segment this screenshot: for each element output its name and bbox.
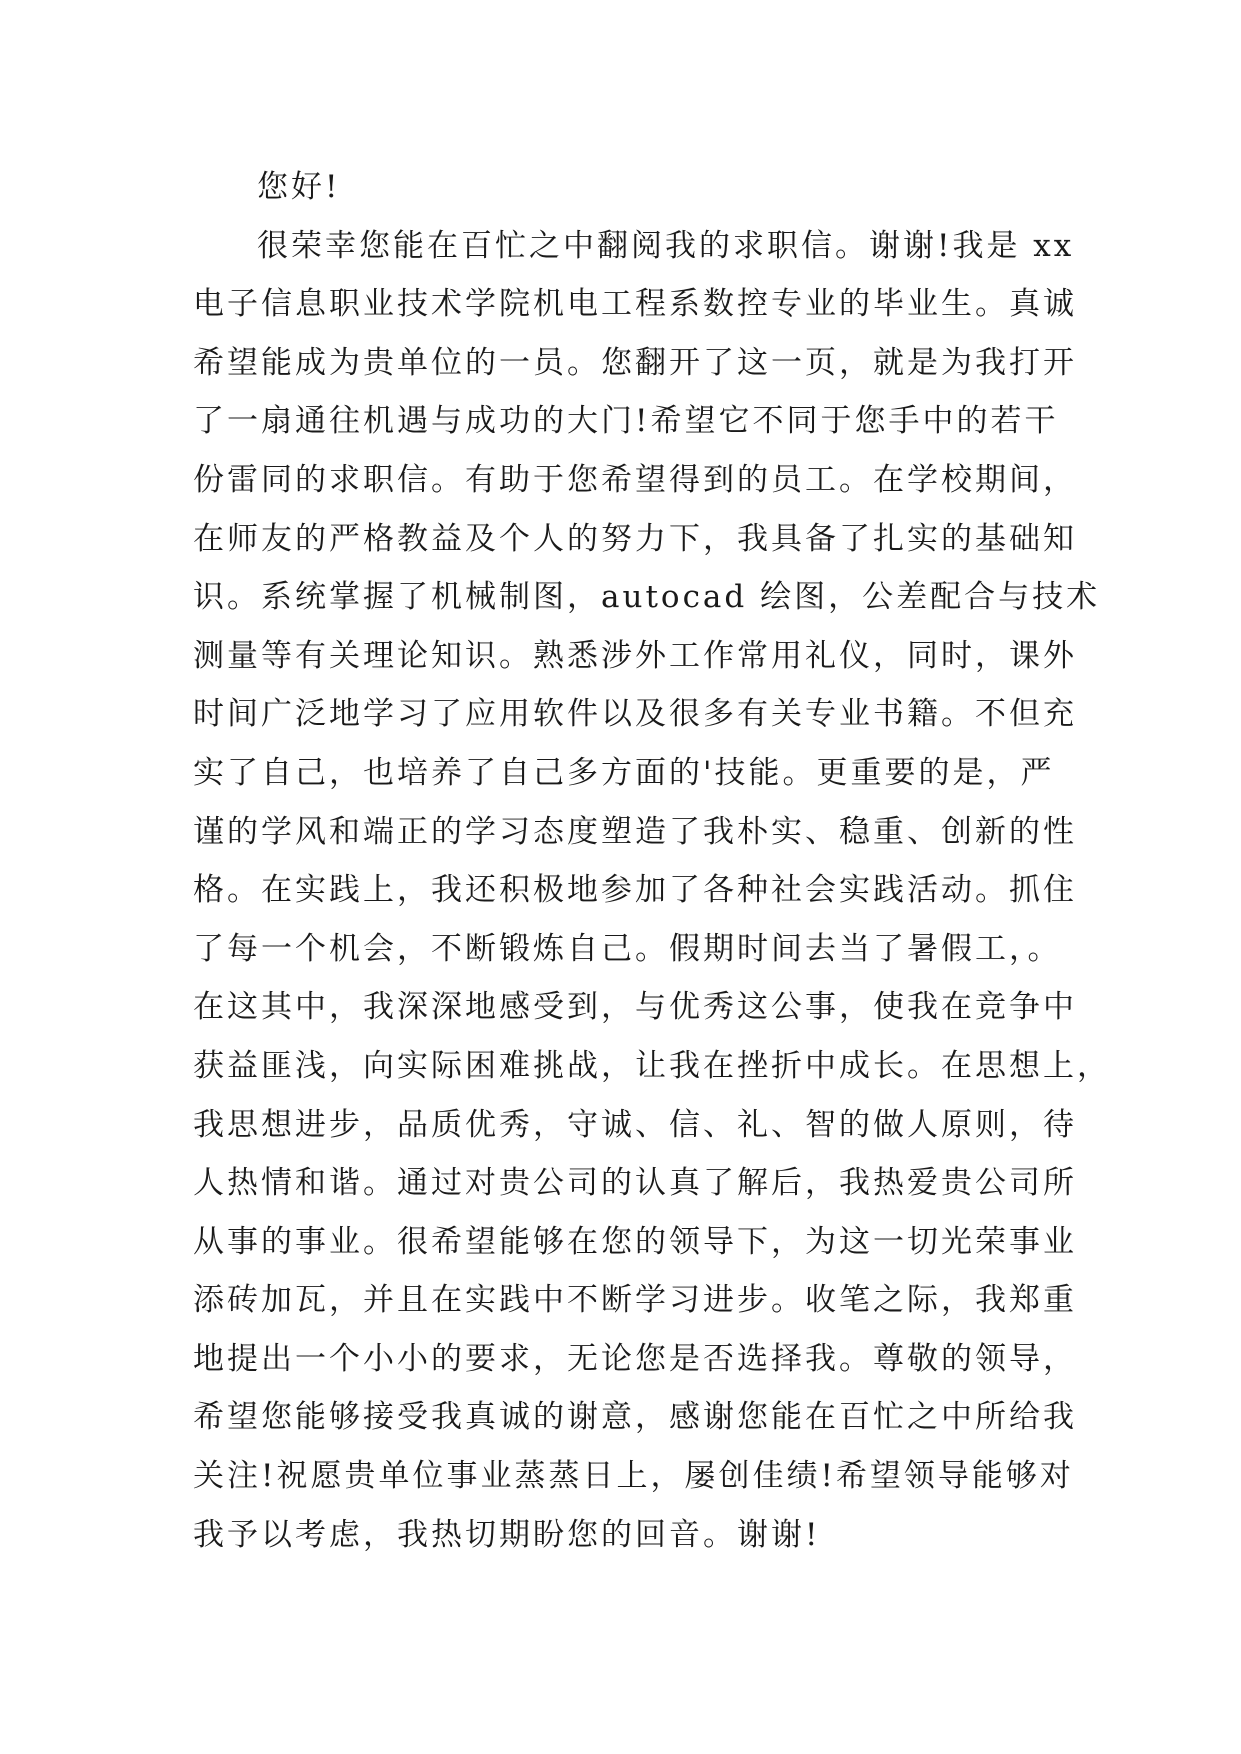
paragraph-line-13: 了每一个机会，不断锻炼自己。假期时间去当了暑假工，。 [193,930,1062,967]
paragraph-line-15: 获益匪浅，向实际困难挑战，让我在挫折中成长。在思想上， [193,1047,1111,1084]
paragraph-line-18: 从事的事业。很希望能够在您的领导下，为这一切光荣事业 [193,1223,1077,1260]
paragraph-line-20: 地提出一个小小的要求，无论您是否选择我。尊敬的领导， [193,1340,1077,1377]
paragraph-line-7: 识。系统掌握了机械制图，autocad 绘图，公差配合与技术 [193,579,1101,616]
paragraph-line-6: 在师友的严格教益及个人的努力下，我具备了扎实的基础知 [193,520,1077,557]
paragraph-line-9: 时间广泛地学习了应用软件以及很多有关专业书籍。不但充 [193,696,1077,733]
paragraph-line-16: 我思想进步，品质优秀，守诚、信、礼、智的做人原则，待 [193,1106,1077,1143]
paragraph-line-17: 人热情和谐。通过对贵公司的认真了解后，我热爱贵公司所 [193,1165,1077,1202]
paragraph-line-14: 在这其中，我深深地感受到，与优秀这公事，使我在竞争中 [193,989,1077,1026]
paragraph-line-11: 谨的学风和端正的学习态度塑造了我朴实、稳重、创新的性 [193,813,1077,850]
letter-body [193,158,1111,1564]
paragraph-line-8: 测量等有关理论知识。熟悉涉外工作常用礼仪，同时，课外 [193,637,1077,674]
paragraph-line-23: 我予以考虑，我热切期盼您的回音。谢谢! [193,1516,821,1553]
paragraph-line-5: 份雷同的求职信。有助于您希望得到的员工。在学校期间， [193,461,1077,498]
paragraph-line-2: 电子信息职业技术学院机电工程系数控专业的毕业生。真诚 [193,286,1077,323]
paragraph-line-1: 很荣幸您能在百忙之中翻阅我的求职信。谢谢!我是 xx [257,227,1075,264]
paragraph-line-21: 希望您能够接受我真诚的谢意，感谢您能在百忙之中所给我 [193,1399,1077,1436]
paragraph-line-3: 希望能成为贵单位的一员。您翻开了这一页，就是为我打开 [193,344,1077,381]
paragraph-line-10: 实了自己，也培养了自己多方面的'技能。更重要的是，严 [193,754,1055,791]
paragraph-line-12: 格。在实践上，我还积极地参加了各种社会实践活动。抓住 [193,872,1077,909]
paragraph-line-19: 添砖加瓦，并且在实践中不断学习进步。收笔之际，我郑重 [193,1282,1077,1319]
paragraph-line-22: 关注!祝愿贵单位事业蒸蒸日上，屡创佳绩!希望领导能够对 [193,1458,1074,1495]
greeting-line: 您好! [257,169,341,205]
paragraph-line-4: 了一扇通往机遇与成功的大门!希望它不同于您手中的若干 [193,403,1059,440]
